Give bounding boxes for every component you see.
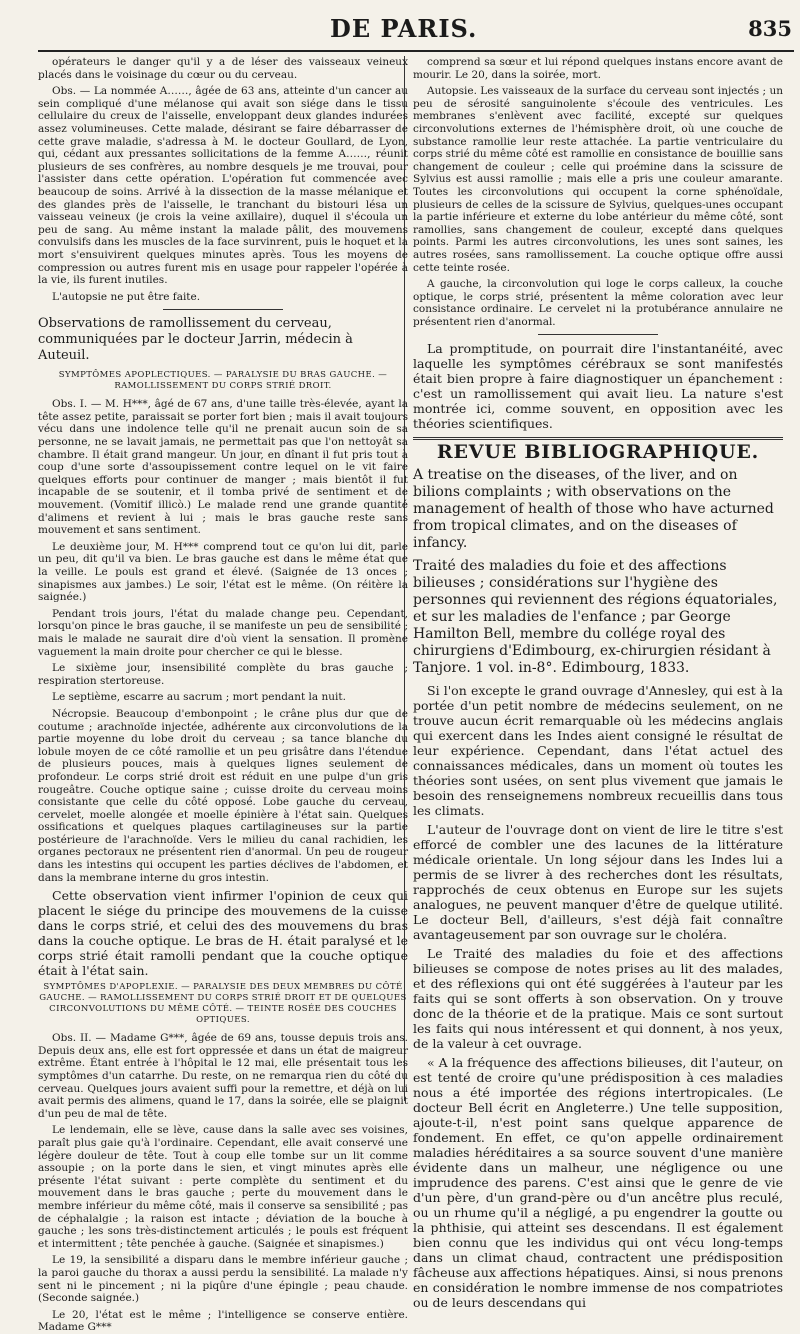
page-number: 835 (748, 16, 792, 41)
paragraph: Autopsie. Les vaisseaux de la surface du cerveau sont injectés ; un peu de sérosité sanguinolente s'écoule des ventricules. Les membranes s'enlèvent avec facilité, excepté sur quelques circonvolutions externes de l'hémisphère droit, où une couche de substance ramollie leur reste attachée. La partie ventriculaire du corps strié du même côté est ramollie en consistance de bouillie sans changement de couleur ; celle qui proémine dans la scissure de Sylvius est aussi ramollie ; mais elle a pris une couleur amarante. Toutes les circonvolutions qui occupent la corne sphénoïdale, plusieurs de celles de la scissure de Sylvius, quelques-unes occupant la partie inférieure et externe du lobe antérieur du même côté, sont ramollies, sans changement de couleur, excepté dans quelques points. Parmi les autres circonvolutions, les unes sont saines, les autres rosées, sans ramollissement. La couche optique offre aussi cette teinte rosée. (413, 85, 783, 274)
book-title-english: A treatise on the diseases, of the liver, and on bilions complaints ; with observations on the management of health of those who have acturned from tropical climates, and on the diseases of infancy. (413, 467, 774, 552)
subheading: SYMPTÔMES D'APOPLEXIE. — PARALYSIE DES DEUX MEMBRES DU CÔTÉ GAUCHE. — RAMOLLISSEMENT DU CORPS STRIÉ DROIT ET DE QUELQUES CIRCONVOLUTIONS DU MÊME CÔTÉ. — TEINTE ROSÉE DES COUCHES OPTIQUES. (39, 982, 407, 1026)
paragraph: L'autopsie ne put être faite. (52, 290, 201, 303)
double-rule (413, 437, 783, 440)
paragraph: comprend sa sœur et lui répond quelques instans encore avant de mourir. Le 20, dans la soirée, mort. (413, 56, 783, 81)
paragraph: Obs. I. — M. H***, âgé de 67 ans, d'une taille très-élevée, ayant la tête assez petite, paraissait se porter fort bien ; mais il avait toujours vécu dans une indolence telle qu'il ne prenait aucun soin de sa personne, ne se lavait jamais, ne permettait pas que l'on nettoyât sa chambre. Il était grand mangeur. Un jour, en dînant il fut pris tout à coup d'une sorte d'assoupissement contre lequel on le vit faire quelques efforts pour continuer de manger ; mais bientôt il fut incapable de se soutenir, et il tomba privé de sentiment et de mouvement. (Vomitif illicò.) Le malade rend une grande quantité d'alimens et revient à lui ; mais le bras gauche reste sans mouvement et sans sentiment. (38, 398, 408, 537)
paragraph: Le septième, escarre au sacrum ; mort pendant la nuit. (52, 691, 346, 704)
paragraph: Si l'on excepte le grand ouvrage d'Annesley, qui est à la portée d'un petit nombre de médecins seulement, on ne trouve aucun écrit remarquable où les médecins anglais qui exercent dans les Indes aient consigné le résultat de leur expérience. Cependant, dans l'état actuel des connaissances médicales, dans un moment où toutes les théories sont usées, on sent plus vivement que jamais le besoin des renseignemens nombreux recueillis dans tous les climats. (413, 683, 783, 819)
book-title-french: Traité des maladies du foie et des affections bilieuses ; considérations sur l'hygiène des personnes qui reviennent des régions équatoriales, et sur les maladies de l'enfance ; par George Hamilton Bell, membre du collége royal des chirurgiens d'Edimbourg, ex-chirurgien résidant à Tanjore. 1 vol. in-8°. Edimbourg, 1833. (413, 558, 778, 677)
paragraph: Le 19, la sensibilité a disparu dans le membre inférieur gauche ; la paroi gauche du thorax a aussi perdu la sensibilité. La malade n'y sent ni le pincement ; ni la piqûre d'une épingle ; peau chaude. (Seconde saignée.) (38, 1254, 408, 1305)
paragraph: Le deuxième jour, M. H*** comprend tout ce qu'on lui dit, parle un peu, dit qu'il va bien. Le bras gauche est dans le même état que la veille. Le pouls est grand et élevé. (Saignée de 13 onces ; sinapismes aux jambes.) Le soir, l'état est le même. (On réitère la saignée.) (38, 540, 408, 604)
right-column (413, 56, 783, 1311)
paragraph: Obs. II. — Madame G***, âgée de 69 ans, tousse depuis trois ans. Depuis deux ans, elle est fort oppressée et dans un état de maigreur extrême. Étant entrée à l'hôpital le 12 mai, elle présentait tous les symptômes d'un catarrhe. Du reste, on ne remarqua rien du côté du cerveau. Quelques jours avaient suffi pour la remettre, et déjà on lui avait permis des alimens, quand le 17, dans la soirée, elle se plaignit d'un peu de mal de tête. (38, 1032, 408, 1120)
paragraph: Cette observation vient infirmer l'opinion de ceux qui placent le siége du principe des mouvemens de la cuisse dans le corps strié, et celui des des mouvemens du bras dans la couche optique. Le bras de H. était paralysé et le corps strié était ramolli pendant que la couche optique était à l'état sain. (38, 888, 408, 979)
paragraph: Le 20, l'état est le même ; l'intelligence se conserve entière. Madame G*** (38, 1308, 408, 1334)
page-header (0, 0, 800, 48)
separator (163, 309, 283, 310)
paragraph: Pendant trois jours, l'état du malade change peu. Cependant, lorsqu'on pince le bras gauche, il se manifeste un peu de sensibilité ; mais le malade ne saurait dire d'où vient la sensation. Il promène vaguement la main droite pour chercher ce qui le blesse. (38, 607, 408, 658)
header-rule (38, 50, 794, 52)
paragraph: « A la fréquence des affections bilieuses, dit l'auteur, on est tenté de croire qu'une prédisposition à ces maladies nous a été importée des régions intertropicales. (Le docteur Bell écrit en Angleterre.) Une telle supposition, ajoute-t-il, n'est point sans quelque apparence de fondement. En effet, ce qu'on appelle ordinairement maladies héréditaires a sa source souvent d'une manière évidente dans un malheur, une négligence ou une imprudence des parens. C'est ainsi que le genre de vie d'un père, d'un grand-père ou d'un ancêtre plus reculé, ou un rhume qu'il a négligé, a pu engendrer la goutte ou la phthisie, qui atteint ses descendans. Il est également bien connu que les individus qui ont vécu long-temps dans un climat chaud, contractent une prédisposition fâcheuse aux affections hépatiques. Ainsi, si nous prenons en considération le nombre immense de nos compatriotes ou de leurs descendans qui (413, 1055, 783, 1311)
paragraph: Obs. — La nommée A……, âgée de 63 ans, atteinte d'un cancer au sein compliqué d'une mélanose qui avait son siége dans le tissu cellulaire du creux de l'aisselle, enveloppant deux glandes indurées assez volumineuses. Cette malade, désirant se faire débarrasser de cette grave maladie, s'adressa à M. le docteur Goullard, de Lyon, qui, cédant aux pressantes sollicitations de la femme A……, réunit plusieurs de ses confrères, au nombre desquels je me trouvai, pour l'assister dans cette opération. L'opération fut commencée avec beaucoup de soins. Arrivé à la dissection de la masse mélanique et des glandes près de l'aisselle, le tranchant du bistouri lésa un vaisseau veineux (je crois la veine axillaire), duquel il s'écoula un peu de sang. Au même instant la malade pâlit, des mouvemens convulsifs dans les muscles de la face survinrent, puis le hoquet et la mort s'ensuivirent quelques minutes après. Tous les moyens de compression ou autres furent mis en usage pour rappeler l'opérée à la vie, ils furent inutiles. (38, 85, 408, 287)
paragraph: Nécropsie. Beaucoup d'embonpoint ; le crâne plus dur que de coutume ; arachnoïde injectée, adhérente aux circonvolutions de la partie moyenne du lobe droit du cerveau ; sa tance blanche du lobule moyen de ce côté ramollie et un peu grisâtre dans l'étendue de plusieurs pouces, mais à quelques lignes seulement de profondeur. Le corps strié droit est réduit en une pulpe d'un gris rougeâtre. Couche optique saine ; cuisse droite du cerveau moins consistante que celle du côté opposé. Lobe gauche du cerveau, cervelet, moelle alongée et moelle épinière à l'état sain. Quelques ossifications et quelques plaques cartilagineuses sur la partie postérieure de l'arachnoïde. Vers le milieu du canal rachidien, les organes pectoraux ne présentent rien d'anormal. Un peu de rougeur dans les intestins qui occupent les parties déclives de l'abdomen, et dans la membrane interne du gros intestin. (38, 707, 408, 884)
section-heading: Observations de ramollissement du cerveau, communiquées par le docteur Jarrin, médecin à Auteuil. (38, 316, 353, 364)
paragraph: L'auteur de l'ouvrage dont on vient de lire le titre s'est efforcé de combler une des lacunes de la littérature médicale orientale. Un long séjour dans les Indes lui a permis de se livrer à des recherches dont les résultats, rapprochés de ceux obtenus en Europe sur les sujets analogues, ne peuvent manquer d'être de quelque utilité. Le docteur Bell, d'ailleurs, s'est déjà fait connaître avantageusement par son ouvrage sur le choléra. (413, 822, 783, 943)
paragraph: Le sixième jour, insensibilité complète du bras gauche ; respiration stertoreuse. (38, 662, 408, 687)
left-column (38, 56, 408, 1334)
paragraph: Le Traité des maladies du foie et des affections bilieuses se compose de notes prises au lit des malades, et des réflexions qui ont été suggérées à l'auteur par les faits qui se sont offerts à son observation. On y trouve donc de la théorie et de la pratique. Mais ce sont surtout les faits qui nous intéressent et qui donnent, à nos yeux, de la valeur à cet ouvrage. (413, 946, 783, 1052)
paragraph: opérateurs le danger qu'il y a de léser des vaisseaux veineux placés dans le voisinage du cœur ou du cerveau. (38, 56, 408, 81)
running-title: DE PARIS. (330, 14, 478, 43)
subheading: SYMPTÔMES APOPLECTIQUES. — PARALYSIE DU BRAS GAUCHE. — RAMOLLISSEMENT DU CORPS STRIÉ DROIT. (58, 370, 388, 392)
paragraph: La promptitude, on pourrait dire l'instantanéité, avec laquelle les symptômes cérébraux se sont manifestés était bien propre à faire diagnostiquer un épanchement : c'est un ramollissement qui avait lieu. La nature s'est montrée ici, comme souvent, en opposition avec les théories scientifiques. (413, 341, 783, 432)
separator (538, 334, 658, 335)
paragraph: A gauche, la circonvolution qui loge le corps calleux, la couche optique, le corps strié, présentent la même coloration avec leur consistance ordinaire. Le cervelet ni la protubérance annulaire ne présentent rien d'anormal. (413, 278, 783, 328)
section-title: REVUE BIBLIOGRAPHIQUE. (436, 441, 760, 464)
paragraph: Le lendemain, elle se lève, cause dans la salle avec ses voisines, paraît plus gaie qu'à l'ordinaire. Cependant, elle avait conservé une légère douleur de tête. Tout à coup elle tombe sur un lit comme assoupie ; on la porte dans le sien, et vingt minutes après elle présente l'état suivant : perte complète du sentiment et du mouvement dans le bras gauche ; perte du mouvement dans le membre inférieur du même côté, mais il conserve sa sensibilité ; pas de céphalalgie ; la raison est intacte ; déviation de la bouche à gauche ; les sons très-distinctement articulés ; le pouls est fréquent et intermittent ; tête penchée à gauche. (Saignée et sinapismes.) (38, 1124, 408, 1250)
